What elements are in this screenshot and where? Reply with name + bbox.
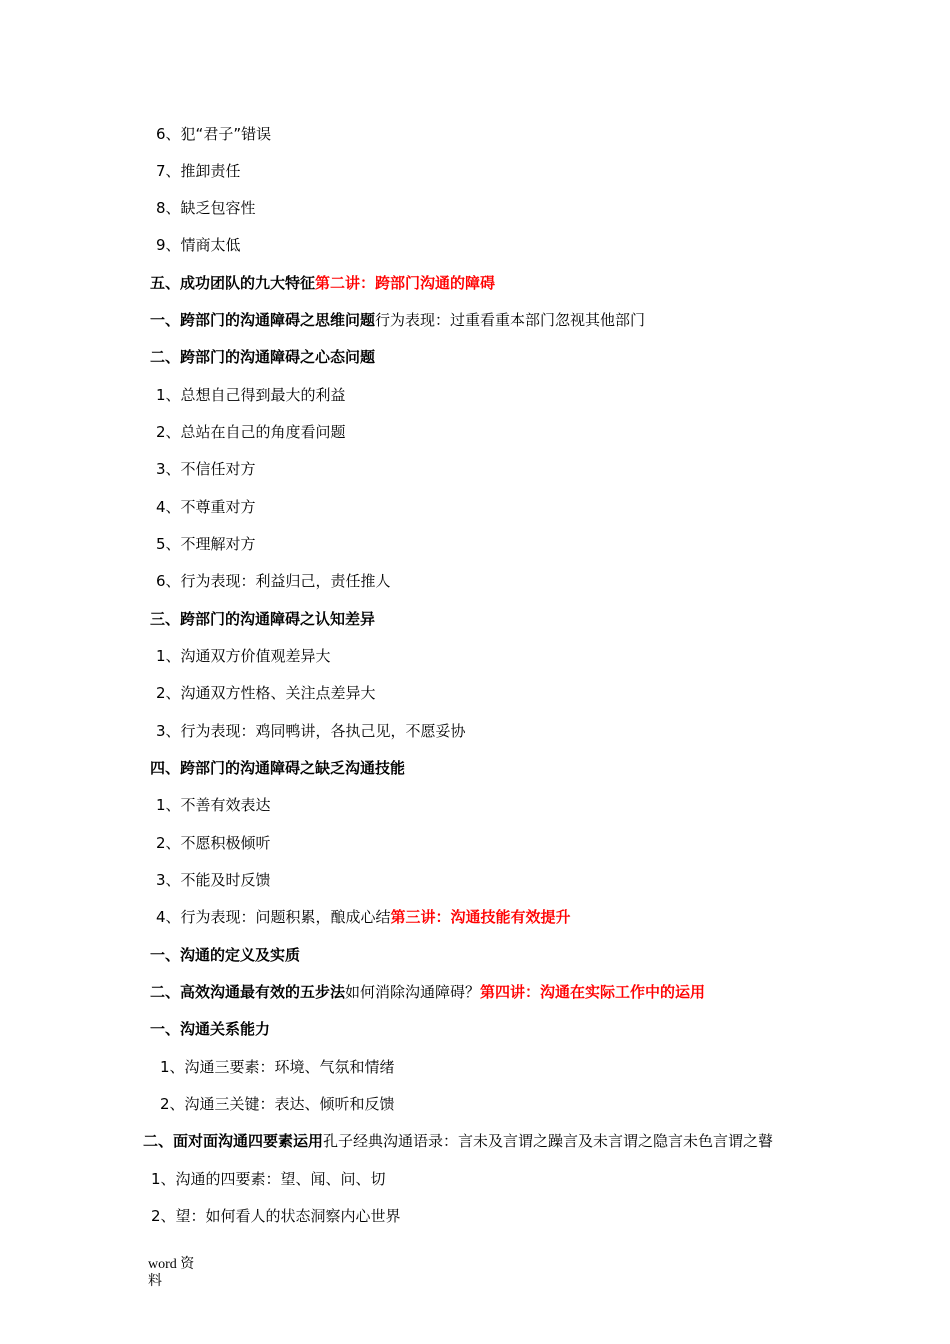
list-item: 2、不愿积极倾听 xyxy=(156,834,271,852)
list-item: 1、不善有效表达 xyxy=(156,796,271,814)
list-item: 3、不能及时反馈 xyxy=(156,871,271,889)
list-item: 2、望：如何看人的状态洞察内心世界 xyxy=(151,1207,401,1225)
lecture-heading: 第四讲：沟通在实际工作中的运用 xyxy=(480,983,706,1001)
list-item: 9、情商太低 xyxy=(156,236,241,254)
list-item: 5、不理解对方 xyxy=(156,535,256,553)
list-item: 8、缺乏包容性 xyxy=(156,199,256,217)
heading-line xyxy=(156,907,571,927)
list-item: 7、推卸责任 xyxy=(156,162,241,180)
body-text: 如何消除沟通障碍？ xyxy=(345,983,481,1001)
list-item: 1、总想自己得到最大的利益 xyxy=(156,386,346,404)
section-heading: 二、跨部门的沟通障碍之心态问题 xyxy=(150,348,376,366)
heading-line xyxy=(150,310,645,330)
heading-line xyxy=(150,273,495,293)
heading-line xyxy=(143,1131,773,1151)
body-text: 行为表现：过重看重本部门忽视其他部门 xyxy=(375,311,646,329)
section-heading: 二、面对面沟通四要素运用 xyxy=(143,1132,324,1150)
section-heading: 五、成功团队的九大特征 xyxy=(150,274,316,292)
section-heading: 一、跨部门的沟通障碍之思维问题 xyxy=(150,311,376,329)
list-item: 6、行为表现：利益归己，责任推人 xyxy=(156,572,391,590)
section-heading: 二、高效沟通最有效的五步法 xyxy=(150,983,346,1001)
heading-line xyxy=(150,982,705,1002)
section-heading: 四、跨部门的沟通障碍之缺乏沟通技能 xyxy=(150,759,406,777)
list-item: 6、犯“君子”错误 xyxy=(156,125,272,143)
section-heading: 三、跨部门的沟通障碍之认知差异 xyxy=(150,610,376,628)
list-item: 4、不尊重对方 xyxy=(156,498,256,516)
list-item: 3、行为表现：鸡同鸭讲，各执己见，不愿妥协 xyxy=(156,722,466,740)
list-item: 1、沟通的四要素：望、闻、问、切 xyxy=(151,1170,386,1188)
lecture-heading: 第二讲：跨部门沟通的障碍 xyxy=(315,274,496,292)
list-item: 2、总站在自己的角度看问题 xyxy=(156,423,346,441)
section-heading: 一、沟通的定义及实质 xyxy=(150,946,301,964)
footer-line: word 资 xyxy=(148,1257,195,1272)
list-item: 2、沟通双方性格、关注点差异大 xyxy=(156,684,376,702)
lecture-heading: 第三讲：沟通技能有效提升 xyxy=(390,908,571,926)
footer-line: 料 xyxy=(148,1274,162,1289)
list-item: 4、行为表现：问题积累，酿成心结 xyxy=(156,908,391,926)
list-item: 1、沟通双方价值观差异大 xyxy=(156,647,331,665)
list-item: 1、沟通三要素：环境、气氛和情绪 xyxy=(160,1058,395,1076)
body-text: 孔子经典沟通语录：言未及言谓之躁言及未言谓之隐言未色言谓之瞽 xyxy=(323,1132,774,1150)
list-item: 2、沟通三关键：表达、倾听和反馈 xyxy=(160,1095,395,1113)
page-footer xyxy=(148,1256,208,1290)
section-heading: 一、沟通关系能力 xyxy=(150,1020,271,1038)
list-item: 3、不信任对方 xyxy=(156,460,256,478)
